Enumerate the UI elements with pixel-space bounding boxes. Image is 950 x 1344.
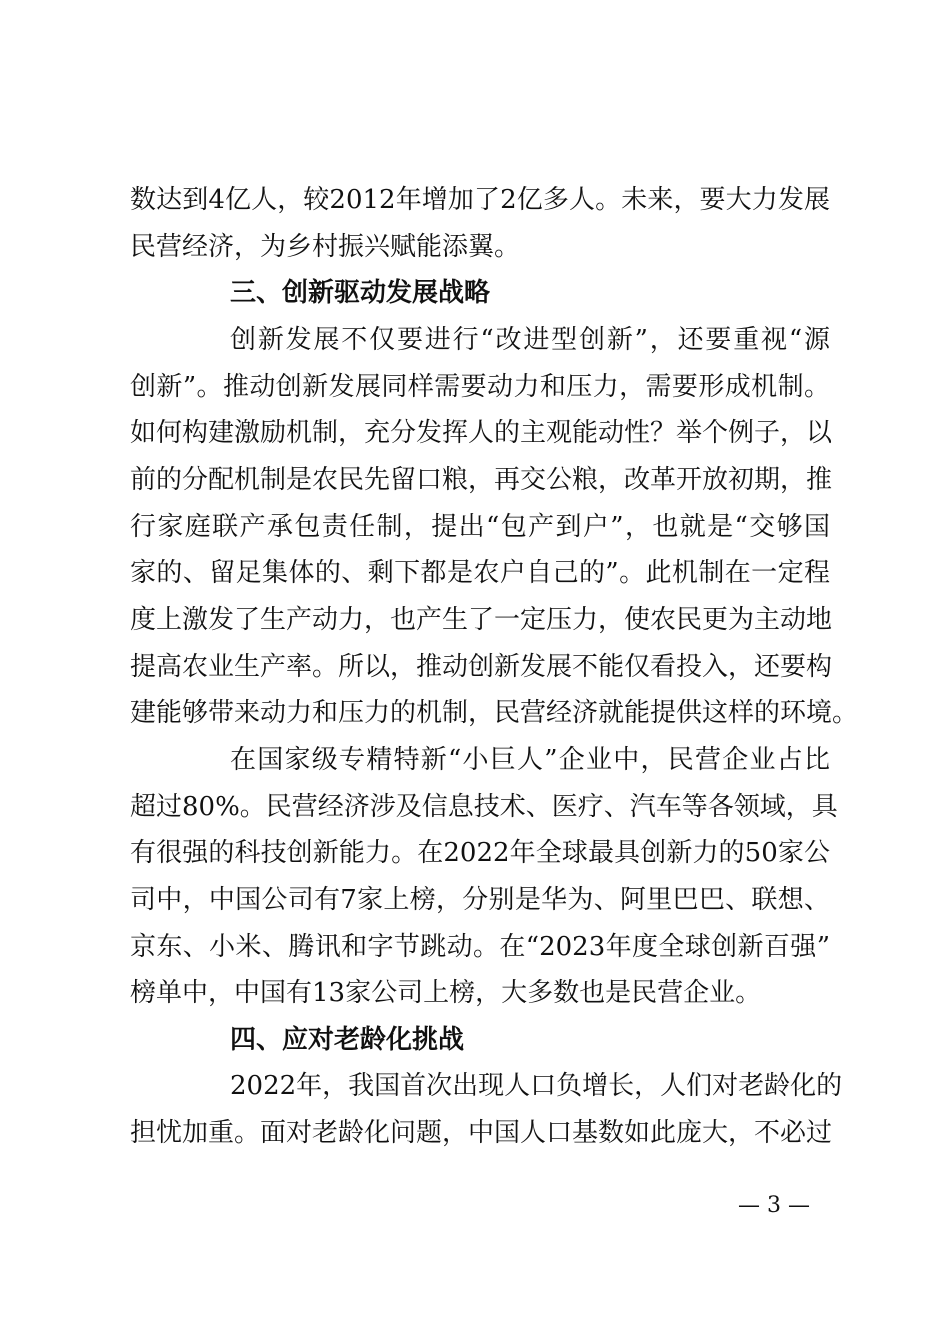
body-text-line: 度上激发了生产动力，也产生了一定压力，使农民更为主动地 — [130, 605, 833, 635]
body-text-line: 前的分配机制是农民先留口粮，再交公粮，改革开放初期，推 — [130, 465, 833, 495]
body-text-line: 担忧加重。面对老龄化问题，中国人口基数如此庞大，不必过 — [130, 1118, 833, 1148]
body-text-line: 京东、小米、腾讯和字节跳动。在“2023年度全球创新百强” — [130, 932, 830, 962]
body-text-line: 家的、留足集体的、剩下都是农户自己的”。此机制在一定程 — [130, 558, 830, 588]
body-text-line: 2022年，我国首次出现人口负增长，人们对老龄化的 — [230, 1071, 843, 1101]
body-text-line: 行家庭联产承包责任制，提出“包产到户”，也就是“交够国 — [130, 512, 830, 542]
body-text-line: 创新”。推动创新发展同样需要动力和压力，需要形成机制。 — [130, 372, 830, 402]
body-text-line: 有很强的科技创新能力。在2022年全球最具创新力的50家公 — [130, 838, 830, 868]
body-text-line: 民营经济，为乡村振兴赋能添翼。 — [130, 232, 521, 262]
body-text-line: 在国家级专精特新“小巨人”企业中，民营企业占比 — [230, 745, 830, 775]
section-heading-4: 四、应对老龄化挑战 — [230, 1025, 465, 1055]
body-text-line: 数达到4亿人，较2012年增加了2亿多人。未来，要大力发展 — [130, 185, 830, 215]
body-text-line: 建能够带来动力和压力的机制，民营经济就能提供这样的环境。 — [130, 698, 859, 728]
body-text-line: 如何构建激励机制，充分发挥人的主观能动性？举个例子，以 — [130, 418, 833, 448]
body-text-line: 超过80%。民营经济涉及信息技术、医疗、汽车等各领域，具 — [130, 792, 838, 822]
page-number: — 3 — — [738, 1193, 810, 1218]
section-heading-3: 三、创新驱动发展战略 — [230, 278, 491, 308]
body-text-line: 创新发展不仅要进行“改进型创新”，还要重视“源 — [230, 325, 830, 355]
body-text-line: 提高农业生产率。所以，推动创新发展不能仅看投入，还要构 — [130, 652, 833, 682]
body-text-line: 榜单中，中国有13家公司上榜，大多数也是民营企业。 — [130, 978, 762, 1008]
body-text-line: 司中，中国公司有7家上榜，分别是华为、阿里巴巴、联想、 — [130, 885, 830, 915]
